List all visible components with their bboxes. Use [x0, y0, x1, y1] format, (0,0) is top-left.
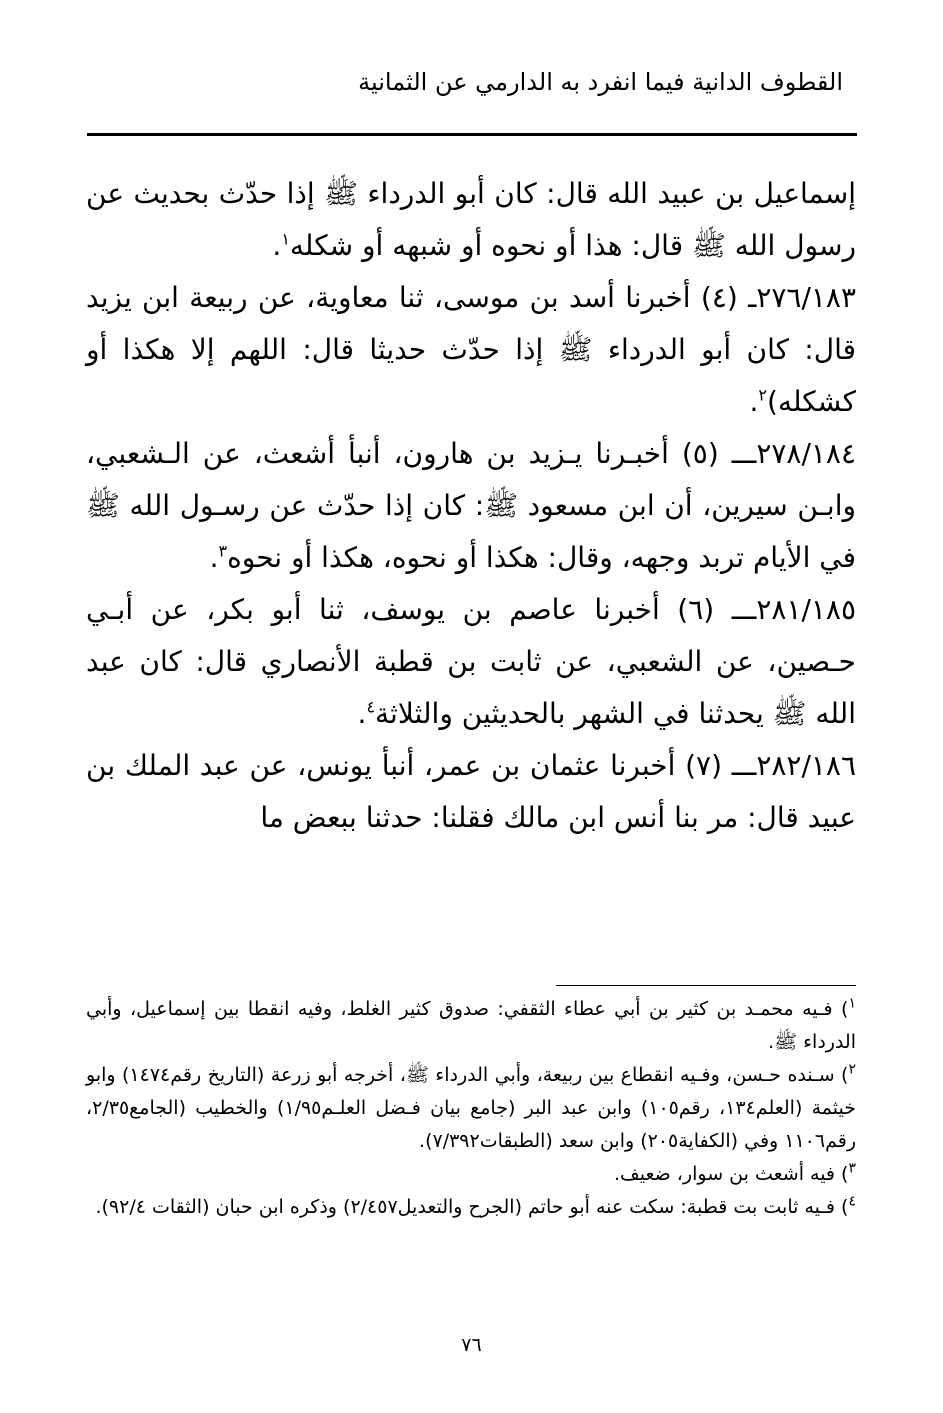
paragraph — [86, 272, 856, 428]
footnote — [86, 1158, 856, 1191]
paragraph-text: إسماعيل بن عبيد الله قال: كان أبو الدرداء ﷺ إذا حدّث بحديث عن رسول الله ﷺ قال: هذا أو نحوه أو شبهه أو شكله — [86, 177, 856, 262]
paragraph — [86, 428, 856, 584]
footnote-paren: ) — [832, 998, 849, 1020]
footnote-reference: ٢ — [758, 385, 768, 405]
header-rule — [87, 133, 857, 136]
page-number: ٧٦ — [461, 1334, 482, 1356]
footnote-paren: ) — [834, 1064, 849, 1086]
footnote-paren: ) — [835, 1163, 849, 1185]
paragraph-text: ٢٧٦/١٨٣ـ (٤) أخبرنا أسد بن موسى، ثنا معاوية، عن ربيعة ابن يزيد قال: كان أبو الدرداء ﷺ إذا حدّث حديثا قال: اللهم إلا هكذا أو كشكله) — [86, 281, 856, 418]
footnote-rule — [556, 985, 856, 986]
footnote-number: ٣ — [848, 1160, 856, 1177]
footnote — [86, 993, 856, 1059]
paragraph-tail: . — [272, 229, 282, 262]
footnote-reference: ٣ — [218, 541, 228, 561]
footnote-text: فيه أشعث بن سوار، ضعيف. — [614, 1163, 836, 1185]
paragraph-text: ٢٧٨/١٨٤ـــ (٥) أخبـرنا يـزيد بن هارون، أنبأ أشعث، عن الـشعبي، وابـن سيرين، أن ابن مسعود ﷺ: كان إذا حدّث عن رسـول الله ﷺ في الأيام تربد وجهه، وقال: هكذا أو نحوه، هكذا أو نحوه — [86, 437, 856, 574]
paragraph-text: ٢٨١/١٨٥ـــ (٦) أخبرنا عاصم بن يوسف، ثنا أبو بكر، عن أبـي حـصين، عن الشعبي، عن ثابت بن قطبة الأنصاري قال: كان عبد الله ﷺ يحدثنا في الشهر بالحديثين والثلاثة — [86, 593, 856, 730]
footnote-number: ٢ — [848, 1061, 857, 1078]
paragraph — [86, 584, 856, 740]
footnote — [86, 1059, 856, 1158]
footnotes — [86, 993, 856, 1224]
footnote-number: ١ — [848, 995, 856, 1012]
footnote-number: ٤ — [848, 1193, 856, 1210]
footnote-text: فـيه ثابت بت قطبة: سكت عنه أبو حاتم (الجرح والتعديل٢/٤٥٧) وذكره ابن حبان (الثقات ٩٢/٤). — [95, 1196, 836, 1218]
paragraph — [86, 168, 856, 272]
paragraph-tail: . — [749, 385, 759, 418]
paragraph-tail: . — [209, 541, 219, 574]
running-header: القطوف الدانية فيما انفرد به الدارمي عن الثمانية — [358, 68, 843, 96]
footnote — [86, 1191, 856, 1224]
paragraph — [86, 740, 856, 844]
footnote-paren: ) — [835, 1196, 849, 1218]
paragraph-text: ٢٨٢/١٨٦ـــ (٧) أخبرنا عثمان بن عمر، أنبأ يونس، عن عبد الملك بن عبيد قال: مر بنا أنس ابن مالك فقلنا: حدثنا ببعض ما — [86, 749, 857, 834]
main-text — [86, 168, 856, 844]
paragraph-tail: . — [357, 697, 367, 730]
footnote-reference: ٤ — [366, 697, 376, 717]
footnote-text: فـيه محمـد بن كثير بن أبي عطاء الثقفي: صدوق كثير الغلط، وفيه انقطا بين إسماعيل، وأبي الدرداء ﷺ. — [86, 998, 856, 1053]
footnote-reference: ١ — [281, 229, 290, 249]
footnote-text: سـنده حـسن، وفـيه انقطاع بين ربيعة، وأبي الدرداء ﷺ، أخرجه أبو زرعة (التاريخ رقم١٤٧٤) وابو خيثمة (العلم١٣٤، رقم١٠٥) وابن عبد البر (جامع بيان فـضل العلـم١/٩٥) والخطيب (الجامع٢/٣٥، رقم١١٠٦ وفي (الكفاية٢٠٥) وابن سعد (الطبقات٧/٣٩٢). — [86, 1064, 856, 1152]
